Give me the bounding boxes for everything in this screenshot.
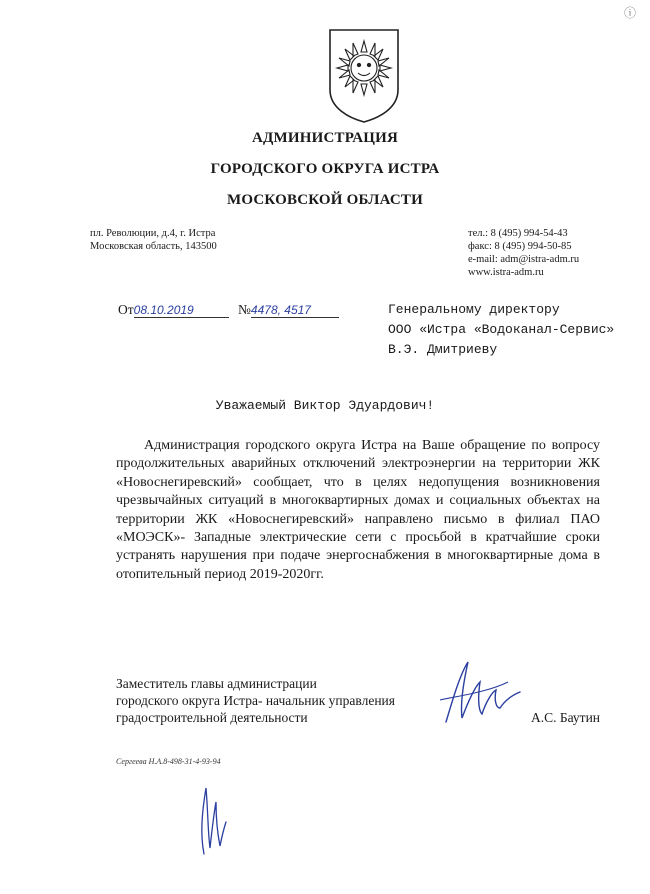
recipient-block [388,300,614,360]
address-block [90,227,217,253]
recipient-company: ООО «Истра «Водоканал-Сервис» [388,322,615,337]
contact-email: e-mail: adm@istra-adm.ru [468,254,580,265]
greeting: Уважаемый Виктор Эдуардович! [215,398,435,413]
letter-body-paragraph: Администрация городского округа Истра на Ваше обращение по вопросу продолжительных аварийных отключений электроэнергии на территории ЖК «Новоснегиревский» сообщает, что в целях недопущения возникновения чрезвычайных ситуаций в многоквартирных домах и социальных объектах на территории ЖК «Новоснегиревский» направлено письмо в филиал ПАО «МОЭСК»- Западные электрические сети с просьбой в кратчайшие сроки устранять нарушения при подаче энергоснабжения в многоквартирные дома в отопительный период 2019-2020гг. [116,438,600,582]
initials-scribble-image [192,782,232,856]
contact-fax: факс: 8 (495) 994-50-85 [468,241,572,252]
contacts-block [468,227,579,279]
contact-website: www.istra-adm.ru [468,267,544,278]
from-label: От [118,302,134,317]
signatory-position-line1: Заместитель главы администрации [116,676,317,691]
outgoing-number: 4478, 4517 [251,303,339,318]
org-name-line1: АДМИНИСТРАЦИЯ [252,130,398,146]
org-name-line3: МОСКОВСКОЙ ОБЛАСТИ [226,192,423,208]
address-line2: Московская область, 143500 [90,241,217,252]
org-name-line2: ГОРОДСКОГО ОКРУГА ИСТРА [210,161,440,177]
signatory-position-line3: градостроительной деятельности [116,710,308,725]
signatory-block [116,675,395,726]
coat-of-arms-icon [327,28,401,124]
contact-phone: тел.: 8 (495) 994-54-43 [468,228,568,239]
outgoing-reference [118,302,339,318]
number-label: № [238,302,251,317]
executor-note: Сергеева Н.А.8-498-31-4-93-94 [116,757,221,766]
letter-body [116,437,600,584]
signatory-name: А.С. Баутин [531,710,601,725]
outgoing-date: 08.10.2019 [134,303,229,318]
corner-mark: ⓘ [623,6,636,20]
address-line1: пл. Революции, д.4, г. Истра [90,228,216,239]
recipient-name: В.Э. Дмитриеву [388,342,498,357]
recipient-title: Генеральному директору [388,302,560,317]
signature-image [438,652,528,732]
signatory-position-line2: городского округа Истра- начальник управления [116,693,395,708]
